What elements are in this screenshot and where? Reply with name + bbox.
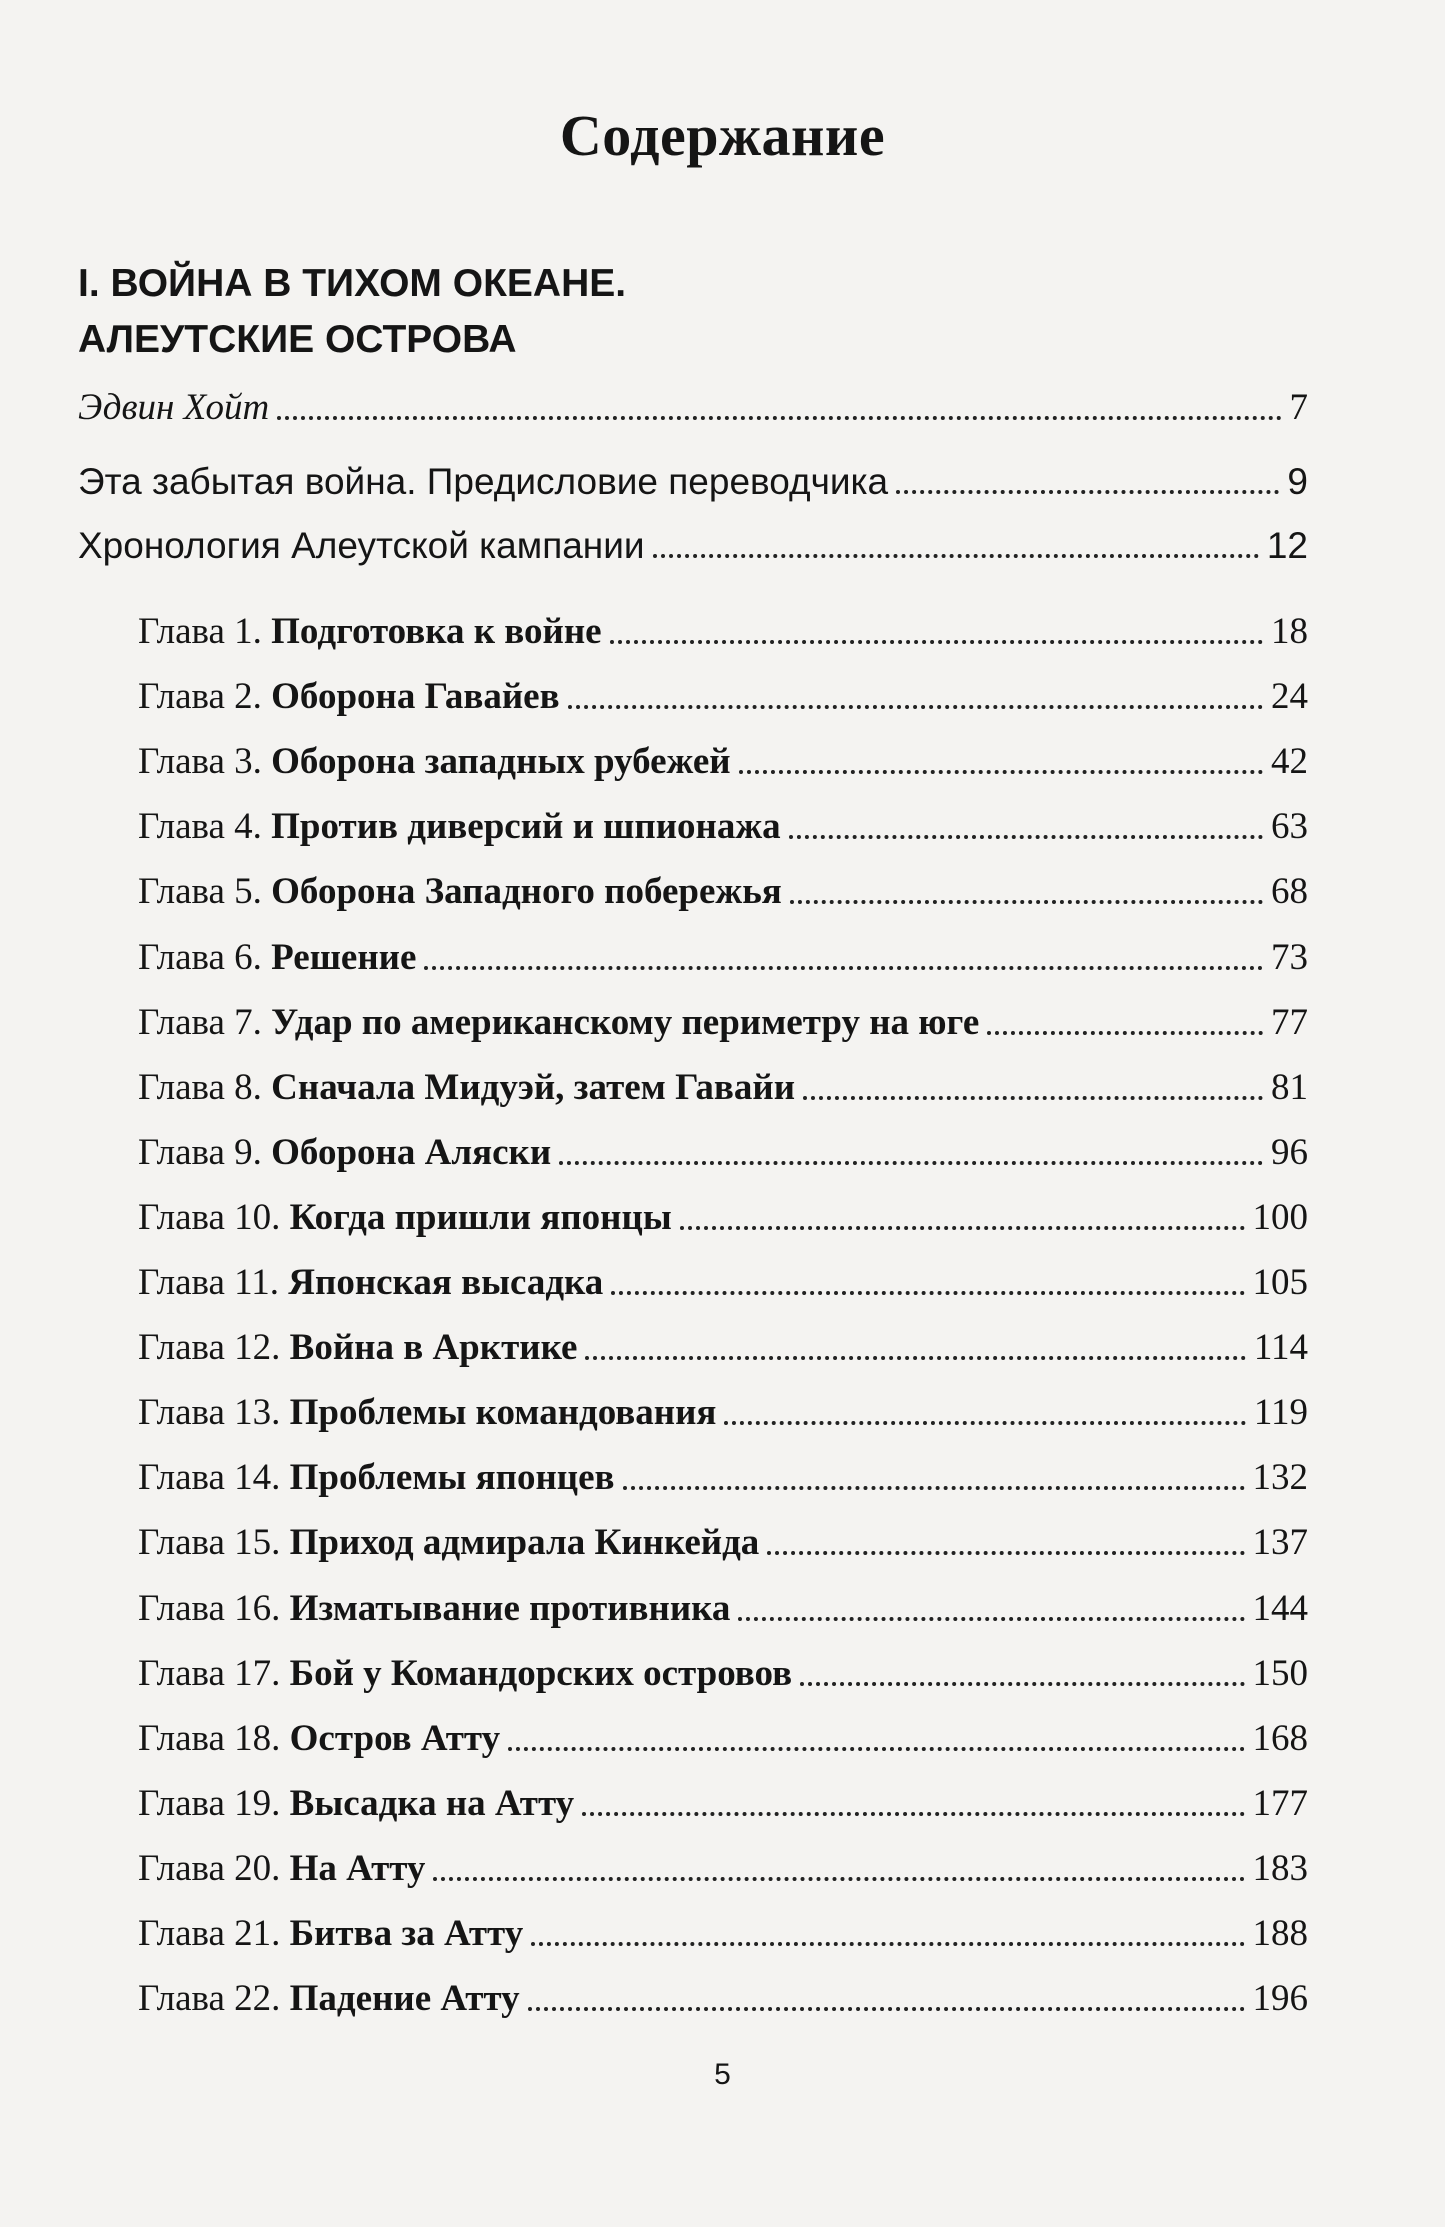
chapter-number: Глава 14. (138, 1457, 281, 1498)
chapter-title: Война в Арктике (289, 1327, 578, 1368)
dot-leader (653, 554, 1259, 558)
chapter-gap (280, 1391, 289, 1435)
page-number: 137 (1252, 1522, 1308, 1563)
toc-entry-chapter (138, 1701, 1308, 1761)
dot-leader (724, 1421, 1245, 1425)
page-number: 9 (1287, 461, 1308, 502)
chapter-gap (280, 1977, 289, 2021)
entry-label: Эта забытая война. Предисловие переводчика (78, 461, 889, 502)
dot-leader (528, 2007, 1245, 2011)
chapter-title: Высадка на Атту (289, 1783, 575, 1824)
chapter-title: Приход адмирала Кинкейда (289, 1522, 760, 1563)
chapter-title: Изматывание противника (289, 1588, 731, 1629)
toc-entry-chapter (138, 1310, 1308, 1370)
chapter-number: Глава 9. (138, 1132, 262, 1173)
page-number: 24 (1271, 676, 1308, 717)
page-number: 100 (1252, 1197, 1308, 1238)
toc-entry-chapter (138, 920, 1308, 980)
page-number: 96 (1271, 1132, 1308, 1173)
page-title: Содержание (559, 103, 886, 168)
page-number: 183 (1252, 1848, 1308, 1889)
chapter-number: Глава 18. (138, 1718, 281, 1759)
part-title-line-1: I. ВОЙНА В ТИХОМ ОКЕАНЕ. (78, 262, 627, 305)
dot-leader (987, 1031, 1263, 1035)
page-number: 18 (1271, 611, 1308, 652)
chapter-number: Глава 3. (138, 741, 262, 782)
chapter-title: Оборона Западного побережья (271, 871, 782, 912)
page-number: 132 (1252, 1457, 1308, 1498)
toc-entry-chapter (138, 1831, 1308, 1891)
chapter-number: Глава 20. (138, 1848, 281, 1889)
chapter-gap (280, 1652, 289, 1696)
page-number: 188 (1252, 1913, 1308, 1954)
page-number: 77 (1271, 1002, 1308, 1043)
chapter-gap (280, 1847, 289, 1891)
dot-leader (767, 1551, 1244, 1555)
dot-leader (738, 1617, 1244, 1621)
chapter-number: Глава 10. (138, 1197, 281, 1238)
toc-entry-chapter (138, 724, 1308, 784)
toc-entry-chapter (138, 1766, 1308, 1826)
dot-leader (424, 966, 1263, 970)
dot-leader (531, 1942, 1244, 1946)
chapter-number: Глава 2. (138, 676, 262, 717)
chapter-gap (280, 1587, 289, 1631)
dot-leader (800, 1682, 1244, 1686)
chapter-number: Глава 5. (138, 871, 262, 912)
page-number: 119 (1253, 1392, 1308, 1433)
page-number: 63 (1271, 806, 1308, 847)
page-number: 68 (1271, 871, 1308, 912)
page-number: 150 (1252, 1653, 1308, 1694)
toc-entry-chapter (138, 1636, 1308, 1696)
toc-entry-preface (78, 444, 1308, 504)
part-title-line-2: АЛЕУТСКИЕ ОСТРОВА (78, 318, 517, 361)
page-number: 196 (1252, 1978, 1308, 2019)
chapter-number: Глава 8. (138, 1067, 262, 1108)
toc-entry-chapter (138, 1440, 1308, 1500)
chapter-gap (280, 1717, 289, 1761)
chapter-title: Сначала Мидуэй, затем Гавайи (271, 1067, 796, 1108)
chapter-gap (262, 1001, 271, 1045)
chapter-gap (262, 936, 271, 980)
dot-leader (559, 1161, 1263, 1165)
dot-leader (739, 770, 1263, 774)
page-number: 12 (1266, 525, 1308, 566)
toc-entry-chapter (138, 1896, 1308, 1956)
chapter-gap (279, 1261, 288, 1305)
chapter-title: Решение (271, 937, 417, 978)
chapter-gap (280, 1912, 289, 1956)
chapter-number: Глава 16. (138, 1588, 281, 1629)
page-folio: 5 (714, 2058, 731, 2091)
dot-leader (433, 1877, 1244, 1881)
chapter-gap (262, 740, 271, 784)
chapter-gap (262, 1066, 271, 1110)
dot-leader (585, 1356, 1245, 1360)
toc-entry-chapter (138, 594, 1308, 654)
chapter-number: Глава 7. (138, 1002, 262, 1043)
page-number: 73 (1271, 937, 1308, 978)
chapter-title: Остров Атту (289, 1718, 501, 1759)
toc-entry-chapter (138, 1571, 1308, 1631)
chapter-title: Падение Атту (289, 1978, 520, 2019)
chapter-gap (262, 870, 271, 914)
chapter-number: Глава 15. (138, 1522, 281, 1563)
chapter-title: Проблемы командования (289, 1392, 717, 1433)
chapter-number: Глава 17. (138, 1653, 281, 1694)
dot-leader (568, 705, 1263, 709)
page-number: 144 (1252, 1588, 1308, 1629)
chapter-gap (262, 805, 271, 849)
dot-leader (803, 1096, 1263, 1100)
dot-leader (610, 640, 1263, 644)
chapter-title: Битва за Атту (289, 1913, 524, 1954)
chapter-title: Против диверсий и шпионажа (271, 806, 781, 847)
author-name: Эдвин Хойт (78, 387, 270, 428)
chapter-gap (280, 1326, 289, 1370)
chapter-gap (280, 1782, 289, 1826)
dot-leader (789, 835, 1263, 839)
chapter-number: Глава 6. (138, 937, 262, 978)
toc-entry-chapter (138, 1050, 1308, 1110)
chapter-gap (280, 1196, 289, 1240)
toc-entry-chapter (138, 659, 1308, 719)
toc-entry-chapter (138, 985, 1308, 1045)
entry-label: Хронология Алеутской кампании (78, 525, 645, 566)
dot-leader (623, 1486, 1245, 1490)
chapter-gap (262, 610, 271, 654)
toc-entry-chapter (138, 1245, 1308, 1305)
chapter-title: Бой у Командорских островов (289, 1653, 793, 1694)
chapter-number: Глава 12. (138, 1327, 281, 1368)
chapter-title: Оборона Аляски (271, 1132, 552, 1173)
toc-entry-chapter (138, 789, 1308, 849)
chapter-number: Глава 11. (138, 1262, 280, 1303)
chapter-gap (262, 675, 271, 719)
chapter-title: Когда пришли японцы (289, 1197, 672, 1238)
page-number: 114 (1253, 1327, 1308, 1368)
chapter-title: Проблемы японцев (289, 1457, 615, 1498)
chapter-title: Подготовка к войне (271, 611, 602, 652)
page-number: 7 (1289, 387, 1308, 428)
dot-leader (896, 490, 1279, 494)
dot-leader (680, 1226, 1245, 1230)
dot-leader (790, 900, 1263, 904)
toc-entry-chapter (138, 854, 1308, 914)
page-number: 105 (1252, 1262, 1308, 1303)
page-number: 81 (1271, 1067, 1308, 1108)
chapter-gap (280, 1456, 289, 1500)
author-entry (78, 370, 1308, 430)
chapter-number: Глава 21. (138, 1913, 281, 1954)
toc-entry-chapter (138, 1961, 1308, 2021)
chapter-title: Оборона западных рубежей (271, 741, 731, 782)
chapter-number: Глава 4. (138, 806, 262, 847)
page-number: 168 (1252, 1718, 1308, 1759)
dot-leader (582, 1812, 1244, 1816)
dot-leader (611, 1291, 1244, 1295)
dot-leader (508, 1747, 1244, 1751)
toc-entry-chapter (138, 1505, 1308, 1565)
chapter-number: Глава 13. (138, 1392, 281, 1433)
chapter-title: Оборона Гавайев (271, 676, 560, 717)
chapter-number: Глава 1. (138, 611, 262, 652)
chapter-gap (262, 1131, 271, 1175)
chapter-title: Японская высадка (288, 1262, 604, 1303)
chapter-title: На Атту (289, 1848, 426, 1889)
toc-entry-chronology (78, 508, 1308, 568)
chapter-number: Глава 22. (138, 1978, 281, 2019)
toc-entry-chapter (138, 1180, 1308, 1240)
toc-entry-chapter (138, 1115, 1308, 1175)
page-number: 177 (1252, 1783, 1308, 1824)
page-number: 42 (1271, 741, 1308, 782)
chapter-title: Удар по американскому периметру на юге (271, 1002, 980, 1043)
chapter-number: Глава 19. (138, 1783, 281, 1824)
chapter-gap (280, 1521, 289, 1565)
toc-entry-chapter (138, 1375, 1308, 1435)
dot-leader (277, 416, 1281, 420)
